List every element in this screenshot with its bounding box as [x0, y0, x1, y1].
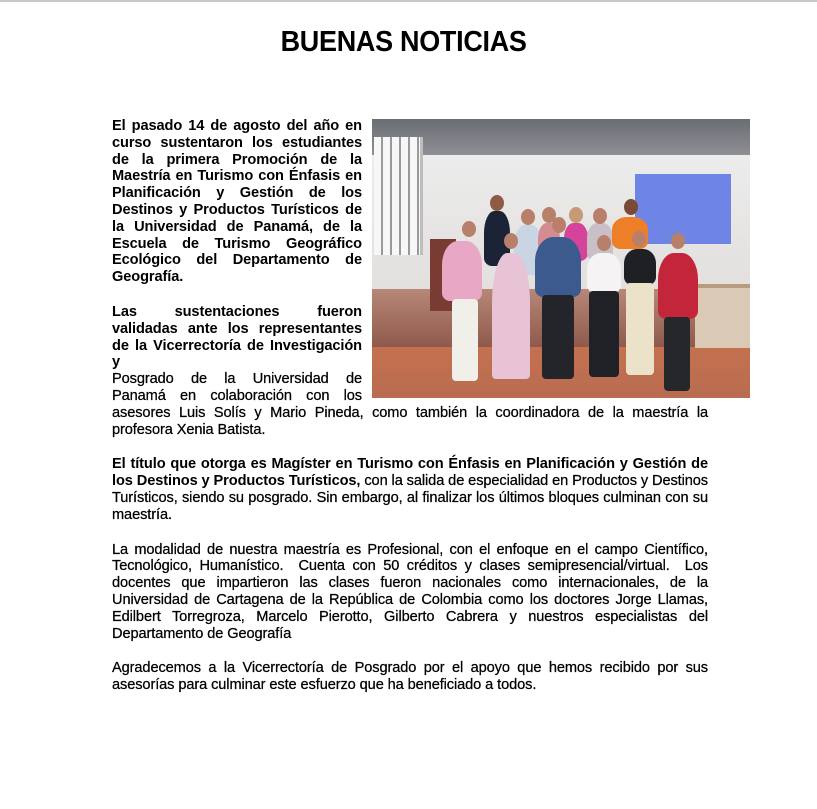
- paragraph-validation-full-text: Posgrado de la Universidad de Panamá en colaboración con los asesores Luis Solís y Mario Pineda, como también la coordinadora de la maestría la profesora Xenia Batista.: [112, 371, 708, 438]
- paragraph-modality: La modalidad de nuestra maestría es Profesional, con el enfoque en el campo Científico, Tecnológico, Humanístico. Cuenta con 50 créditos y clases semipresencial/virtual. Los docentes que impartieron las clases fueron nacionales como internacionales, de la Universidad de Cartagena de la República de Colombia como los doctores Jorge Llamas, Edilbert Torregroza, Marcelo Pierotto, Gilberto Cabrera y nuestros especialistas del Departamento de Geografía: [112, 541, 712, 642]
- person-head: [593, 208, 607, 224]
- person-figure: [587, 253, 621, 293]
- person-figure: [492, 253, 530, 379]
- person-head: [552, 217, 566, 233]
- photo-desk: [695, 284, 750, 348]
- person-figure: [624, 249, 656, 285]
- paragraph-validation-wrapped-text: Las sustentaciones fueron validadas ante los representantes de la Vicerrectoría de Investigación y: [112, 303, 362, 371]
- person-figure: [452, 299, 478, 381]
- person-head: [490, 195, 504, 211]
- degree-title-bold: El título que otorga es Magíster en Turismo con Énfasis en Planificación y Gestión de los Destinos y Productos Turísticos,: [112, 456, 708, 490]
- photo-ceiling: [372, 119, 750, 155]
- article-body: [112, 118, 712, 712]
- person-head: [597, 235, 611, 251]
- person-figure: [535, 237, 581, 297]
- paragraph-defense-announcement: El pasado 14 de agosto del año en curso sustentaron los estudiantes de la primera Promoción de la Maestría en Turismo con Énfasis en Planificación y Gestión de los Destinos y Productos Turísticos de la Universidad de Panamá, de la Escuela de Turismo Geográfico Ecológico del Departamento de Geografía.: [112, 118, 362, 286]
- person-figure: [664, 317, 690, 391]
- projector-screen: [635, 174, 731, 244]
- degree-title-detail: con la salida de especialidad en Productos y Destinos Turísticos, siendo su posgrado. Sin embargo, al finalizar los últimos bloques culminan con su maestría.: [112, 473, 709, 523]
- person-figure: [626, 283, 654, 375]
- person-head: [624, 199, 638, 215]
- person-figure: [658, 253, 698, 319]
- paragraph-acknowledgement: Agradecemos a la Vicerrectoría de Posgrado por el apoyo que hemos recibido por sus asesorías para culminar este esfuerzo que ha beneficiado a todos.: [112, 660, 708, 694]
- photo-window: [374, 137, 423, 255]
- person-head: [462, 221, 476, 237]
- page-top-border: [0, 0, 817, 2]
- person-figure: [542, 295, 574, 379]
- group-photo: [372, 119, 750, 398]
- paragraph-degree-title: [112, 456, 708, 523]
- person-head: [671, 233, 685, 249]
- person-figure: [589, 291, 619, 377]
- person-head: [632, 231, 646, 247]
- person-head: [521, 209, 535, 225]
- person-figure: [442, 241, 482, 301]
- page-title: BUENAS NOTICIAS: [280, 26, 527, 58]
- person-head: [569, 207, 583, 223]
- person-head: [504, 233, 518, 249]
